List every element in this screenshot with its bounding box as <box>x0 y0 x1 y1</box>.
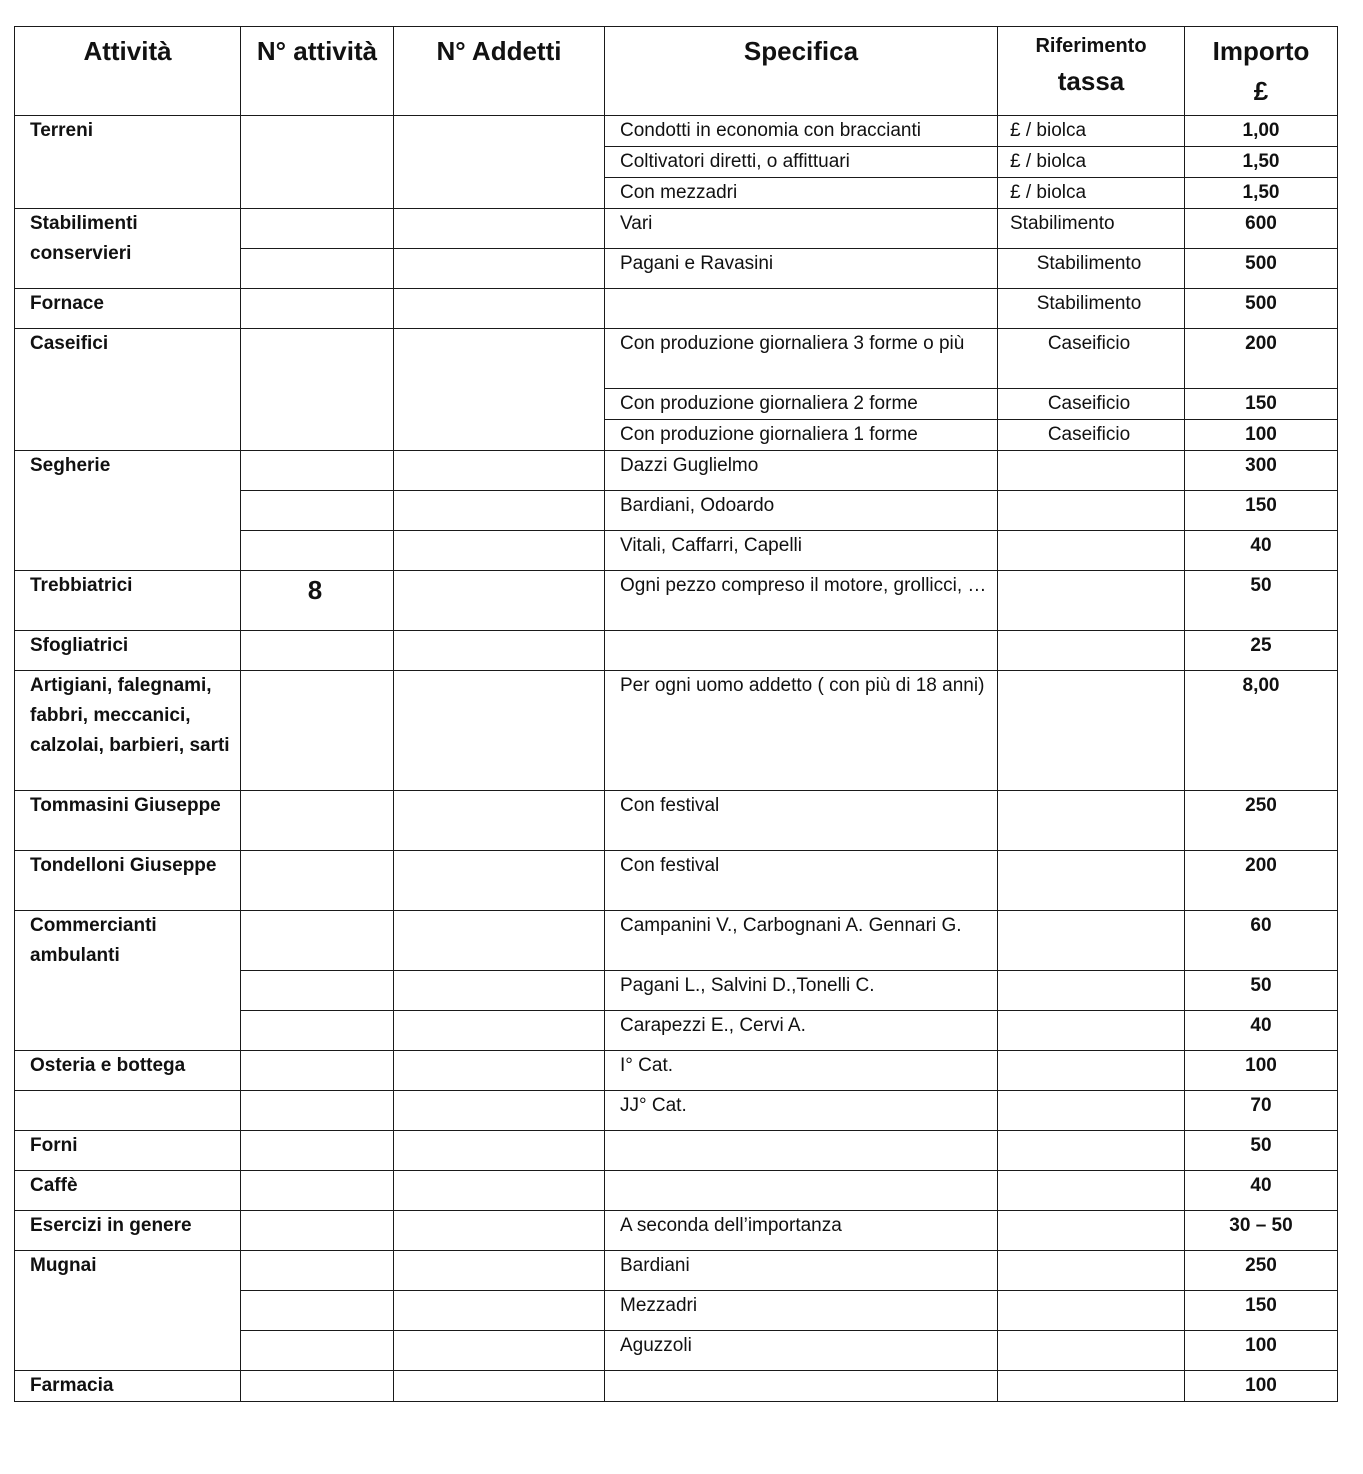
specifica-cell: Con produzione giornaliera 2 forme <box>605 389 998 420</box>
importo-cell: 150 <box>1185 491 1338 531</box>
n-addetti-cell <box>394 1251 605 1291</box>
specifica-cell: JJ° Cat. <box>605 1091 998 1131</box>
table-row <box>15 1131 1338 1171</box>
riferimento-cell <box>998 1331 1185 1371</box>
table-row <box>15 1051 1338 1091</box>
table-row <box>15 329 1338 389</box>
importo-cell: 150 <box>1185 1291 1338 1331</box>
n-attivita-cell: 8 <box>241 571 394 631</box>
specifica-cell: Vari <box>605 209 998 249</box>
header-n-addetti: N° Addetti <box>394 27 605 116</box>
n-attivita-cell <box>241 971 394 1011</box>
specifica-cell <box>605 631 998 671</box>
n-addetti-cell <box>394 531 605 571</box>
n-attivita-cell <box>241 1291 394 1331</box>
n-addetti-cell <box>394 1371 605 1402</box>
specifica-cell: Con produzione giornaliera 3 forme o più <box>605 329 998 389</box>
specifica-cell: Con mezzadri <box>605 178 998 209</box>
importo-cell: 500 <box>1185 249 1338 289</box>
importo-cell: 100 <box>1185 1051 1338 1091</box>
n-attivita-cell <box>241 1051 394 1091</box>
attivita-caffe: Caffè <box>15 1171 241 1211</box>
table-row <box>15 1171 1338 1211</box>
table-row <box>15 289 1338 329</box>
table-row <box>15 209 1338 249</box>
n-attivita-cell <box>241 249 394 289</box>
n-addetti-cell <box>394 1091 605 1131</box>
riferimento-cell <box>998 1131 1185 1171</box>
n-attivita-cell <box>241 851 394 911</box>
riferimento-cell: Stabilimento <box>998 209 1185 249</box>
n-addetti-cell <box>394 1131 605 1171</box>
importo-cell: 8,00 <box>1185 671 1338 791</box>
riferimento-cell <box>998 911 1185 971</box>
header-row <box>15 27 1338 116</box>
n-addetti-cell <box>394 289 605 329</box>
importo-cell: 250 <box>1185 1251 1338 1291</box>
attivita-segherie: Segherie <box>15 451 241 571</box>
riferimento-cell: Stabilimento <box>998 249 1185 289</box>
table-row <box>15 671 1338 791</box>
importo-cell: 50 <box>1185 971 1338 1011</box>
specifica-cell <box>605 1171 998 1211</box>
riferimento-cell: Stabilimento <box>998 289 1185 329</box>
specifica-cell: Bardiani <box>605 1251 998 1291</box>
riferimento-cell <box>998 631 1185 671</box>
n-addetti-cell <box>394 1331 605 1371</box>
header-importo-line1: Importo <box>1212 36 1310 66</box>
riferimento-cell: Caseificio <box>998 420 1185 451</box>
specifica-cell: Condotti in economia con braccianti <box>605 116 998 147</box>
importo-cell: 200 <box>1185 851 1338 911</box>
attivita-trebbiatrici: Trebbiatrici <box>15 571 241 631</box>
attivita-forni: Forni <box>15 1131 241 1171</box>
importo-cell: 50 <box>1185 1131 1338 1171</box>
table-row <box>15 791 1338 851</box>
attivita-artigiani: Artigiani, falegnami, fabbri, meccanici, calzolai, barbieri, sarti <box>15 671 241 791</box>
importo-cell: 40 <box>1185 531 1338 571</box>
n-addetti-cell <box>394 631 605 671</box>
table-row <box>15 116 1338 147</box>
n-attivita-cell <box>241 209 394 249</box>
riferimento-cell: Caseificio <box>998 389 1185 420</box>
specifica-cell: Vitali, Caffarri, Capelli <box>605 531 998 571</box>
n-addetti-cell <box>394 116 605 209</box>
header-riferimento <box>998 27 1185 116</box>
table-row <box>15 451 1338 491</box>
attivita-stabilimenti-line1: Stabilimenti <box>30 213 138 234</box>
header-attivita: Attività <box>15 27 241 116</box>
n-addetti-cell <box>394 329 605 451</box>
n-addetti-cell <box>394 971 605 1011</box>
table-row <box>15 631 1338 671</box>
attivita-cell <box>15 1091 241 1131</box>
n-addetti-cell <box>394 491 605 531</box>
n-addetti-cell <box>394 1051 605 1091</box>
n-attivita-cell <box>241 1211 394 1251</box>
attivita-osteria: Osteria e bottega <box>15 1051 241 1091</box>
importo-cell: 300 <box>1185 451 1338 491</box>
n-attivita-cell <box>241 791 394 851</box>
specifica-cell: Con festival <box>605 791 998 851</box>
specifica-cell <box>605 289 998 329</box>
attivita-mugnai: Mugnai <box>15 1251 241 1371</box>
n-addetti-cell <box>394 911 605 971</box>
table-row <box>15 851 1338 911</box>
importo-cell: 100 <box>1185 1371 1338 1402</box>
importo-cell: 200 <box>1185 329 1338 389</box>
header-specifica: Specifica <box>605 27 998 116</box>
table-row <box>15 1211 1338 1251</box>
importo-cell: 50 <box>1185 571 1338 631</box>
riferimento-cell: £ / biolca <box>998 147 1185 178</box>
n-attivita-cell <box>241 671 394 791</box>
attivita-farmacia: Farmacia <box>15 1371 241 1402</box>
specifica-cell: A seconda dell’importanza <box>605 1211 998 1251</box>
specifica-cell: Pagani L., Salvini D.,Tonelli C. <box>605 971 998 1011</box>
importo-cell: 100 <box>1185 1331 1338 1371</box>
specifica-cell: Mezzadri <box>605 1291 998 1331</box>
n-attivita-cell <box>241 1331 394 1371</box>
specifica-cell: I° Cat. <box>605 1051 998 1091</box>
n-attivita-cell <box>241 531 394 571</box>
specifica-cell <box>605 1131 998 1171</box>
riferimento-cell: £ / biolca <box>998 178 1185 209</box>
importo-cell: 60 <box>1185 911 1338 971</box>
header-n-attivita: N° attività <box>241 27 394 116</box>
riferimento-cell <box>998 1371 1185 1402</box>
table-row <box>15 571 1338 631</box>
riferimento-cell <box>998 671 1185 791</box>
specifica-cell: Ogni pezzo compreso il motore, grollicci, … <box>605 571 998 631</box>
header-importo-line2: £ <box>1253 76 1269 106</box>
n-attivita-cell <box>241 631 394 671</box>
n-attivita-cell <box>241 1371 394 1402</box>
riferimento-cell <box>998 1051 1185 1091</box>
n-attivita-cell <box>241 329 394 451</box>
n-attivita-cell <box>241 1011 394 1051</box>
attivita-terreni: Terreni <box>15 116 241 209</box>
specifica-cell: Aguzzoli <box>605 1331 998 1371</box>
importo-cell: 1,00 <box>1185 116 1338 147</box>
tax-table <box>14 26 1338 1402</box>
riferimento-cell <box>998 1011 1185 1051</box>
specifica-cell: Pagani e Ravasini <box>605 249 998 289</box>
riferimento-cell <box>998 851 1185 911</box>
riferimento-cell <box>998 1251 1185 1291</box>
riferimento-cell <box>998 1211 1185 1251</box>
attivita-esercizi: Esercizi in genere <box>15 1211 241 1251</box>
riferimento-cell <box>998 971 1185 1011</box>
importo-cell: 600 <box>1185 209 1338 249</box>
attivita-tondelloni: Tondelloni Giuseppe <box>15 851 241 911</box>
n-attivita-cell <box>241 491 394 531</box>
n-attivita-cell <box>241 1131 394 1171</box>
n-attivita-cell <box>241 911 394 971</box>
n-attivita-cell <box>241 1091 394 1131</box>
n-addetti-cell <box>394 1011 605 1051</box>
n-addetti-cell <box>394 1291 605 1331</box>
n-addetti-cell <box>394 791 605 851</box>
riferimento-cell <box>998 571 1185 631</box>
n-attivita-cell <box>241 451 394 491</box>
importo-cell: 30 – 50 <box>1185 1211 1338 1251</box>
header-importo <box>1185 27 1338 116</box>
n-attivita-cell <box>241 289 394 329</box>
importo-cell: 500 <box>1185 289 1338 329</box>
header-riferimento-line2: tassa <box>1057 66 1125 96</box>
n-addetti-cell <box>394 851 605 911</box>
importo-cell: 100 <box>1185 420 1338 451</box>
riferimento-cell <box>998 451 1185 491</box>
attivita-caseifici: Caseifici <box>15 329 241 451</box>
riferimento-cell <box>998 531 1185 571</box>
n-attivita-cell <box>241 1251 394 1291</box>
riferimento-cell <box>998 491 1185 531</box>
specifica-cell: Con festival <box>605 851 998 911</box>
n-addetti-cell <box>394 671 605 791</box>
attivita-commercianti: Commercianti ambulanti <box>15 911 241 1051</box>
specifica-cell: Coltivatori diretti, o affittuari <box>605 147 998 178</box>
importo-cell: 70 <box>1185 1091 1338 1131</box>
importo-cell: 150 <box>1185 389 1338 420</box>
attivita-stabilimenti-line2: conservieri <box>30 243 132 264</box>
n-addetti-cell <box>394 571 605 631</box>
importo-cell: 1,50 <box>1185 178 1338 209</box>
n-addetti-cell <box>394 249 605 289</box>
attivita-stabilimenti <box>15 209 241 289</box>
attivita-tommasini: Tommasini Giuseppe <box>15 791 241 851</box>
specifica-cell: Per ogni uomo addetto ( con più di 18 anni) <box>605 671 998 791</box>
n-attivita-cell <box>241 1171 394 1211</box>
table-row <box>15 1251 1338 1291</box>
importo-cell: 1,50 <box>1185 147 1338 178</box>
importo-cell: 40 <box>1185 1171 1338 1211</box>
riferimento-cell: £ / biolca <box>998 116 1185 147</box>
riferimento-cell <box>998 1091 1185 1131</box>
n-addetti-cell <box>394 1171 605 1211</box>
n-addetti-cell <box>394 1211 605 1251</box>
n-addetti-cell <box>394 209 605 249</box>
n-attivita-cell <box>241 116 394 209</box>
specifica-cell: Con produzione giornaliera 1 forme <box>605 420 998 451</box>
table-row <box>15 1371 1338 1402</box>
riferimento-cell <box>998 1291 1185 1331</box>
importo-cell: 250 <box>1185 791 1338 851</box>
specifica-cell: Dazzi Guglielmo <box>605 451 998 491</box>
specifica-cell: Campanini V., Carbognani A. Gennari G. <box>605 911 998 971</box>
header-riferimento-line1: Riferimento <box>1035 35 1147 57</box>
tax-table-sheet <box>14 26 1337 1402</box>
riferimento-cell: Caseificio <box>998 329 1185 389</box>
attivita-fornace: Fornace <box>15 289 241 329</box>
riferimento-cell <box>998 1171 1185 1211</box>
importo-cell: 25 <box>1185 631 1338 671</box>
table-row <box>15 1091 1338 1131</box>
specifica-cell: Carapezzi E., Cervi A. <box>605 1011 998 1051</box>
riferimento-cell <box>998 791 1185 851</box>
n-addetti-cell <box>394 451 605 491</box>
importo-cell: 40 <box>1185 1011 1338 1051</box>
specifica-cell <box>605 1371 998 1402</box>
table-row <box>15 911 1338 971</box>
attivita-sfogliatrici: Sfogliatrici <box>15 631 241 671</box>
specifica-cell: Bardiani, Odoardo <box>605 491 998 531</box>
